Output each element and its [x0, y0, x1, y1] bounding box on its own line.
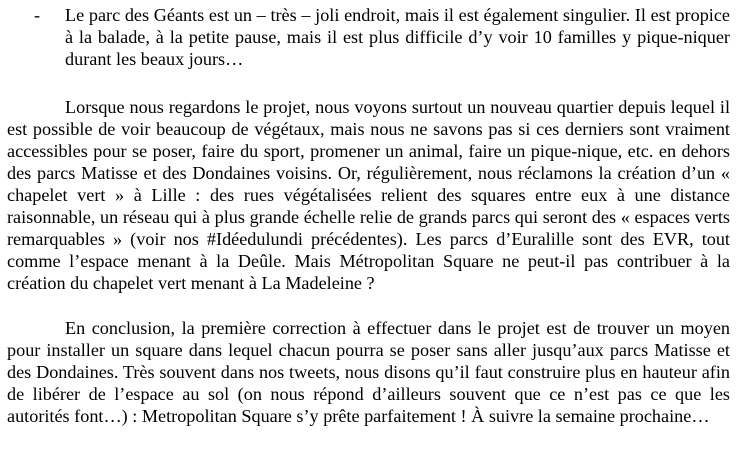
bullet-marker: - — [34, 5, 41, 25]
paragraph-project: Lorsque nous regardons le projet, nous voyons surtout un nouveau quartier depuis lequel il est possible de voir beaucoup de végétaux, mais nous ne savons pas si ces derniers sont vraiment accessibles pour se poser, faire du sport, promener un animal, faire un pique-nique, etc. en dehors des parcs Matisse et des Dondaines voisins. Or, régulièrement, nous réclamons la création d’un « chapelet vert » à Lille : des rues végétalisées relient des squares entre eux à une distance raisonnable, un réseau qui à plus grande échelle relie de grands parcs qui seront des « espaces verts remarquables » (voir nos #Idéedulundi précédentes). Les parcs d’Euralille sont des EVR, tout comme l’espace menant à la Deûle. Mais Métropolitan Square ne peut-il pas contribuer à la création du chapelet vert menant à La Madeleine ? — [7, 97, 730, 293]
paragraph-conclusion: En conclusion, la première correction à effectuer dans le projet est de trouver un moyen pour installer un square dans lequel chacun pourra se poser sans aller jusqu’aux parcs Matisse et des Dondaines. Très souvent dans nos tweets, nous disons qu’il faut construire plus en hauteur afin de libérer de l’espace au sol (on nous répond d’ailleurs souvent que ce n’est pas ce que les autorités font…) : Metropolitan Square s’y prête parfaitement ! À suivre la semaine prochaine… — [7, 318, 730, 426]
bullet-text: Le parc des Géants est un – très – joli endroit, mais il est également singulier. Il est propice à la balade, à la petite pause, mais il est plus difficile d’y voir 10 familles y pique-niquer durant les beaux jours… — [65, 5, 730, 69]
